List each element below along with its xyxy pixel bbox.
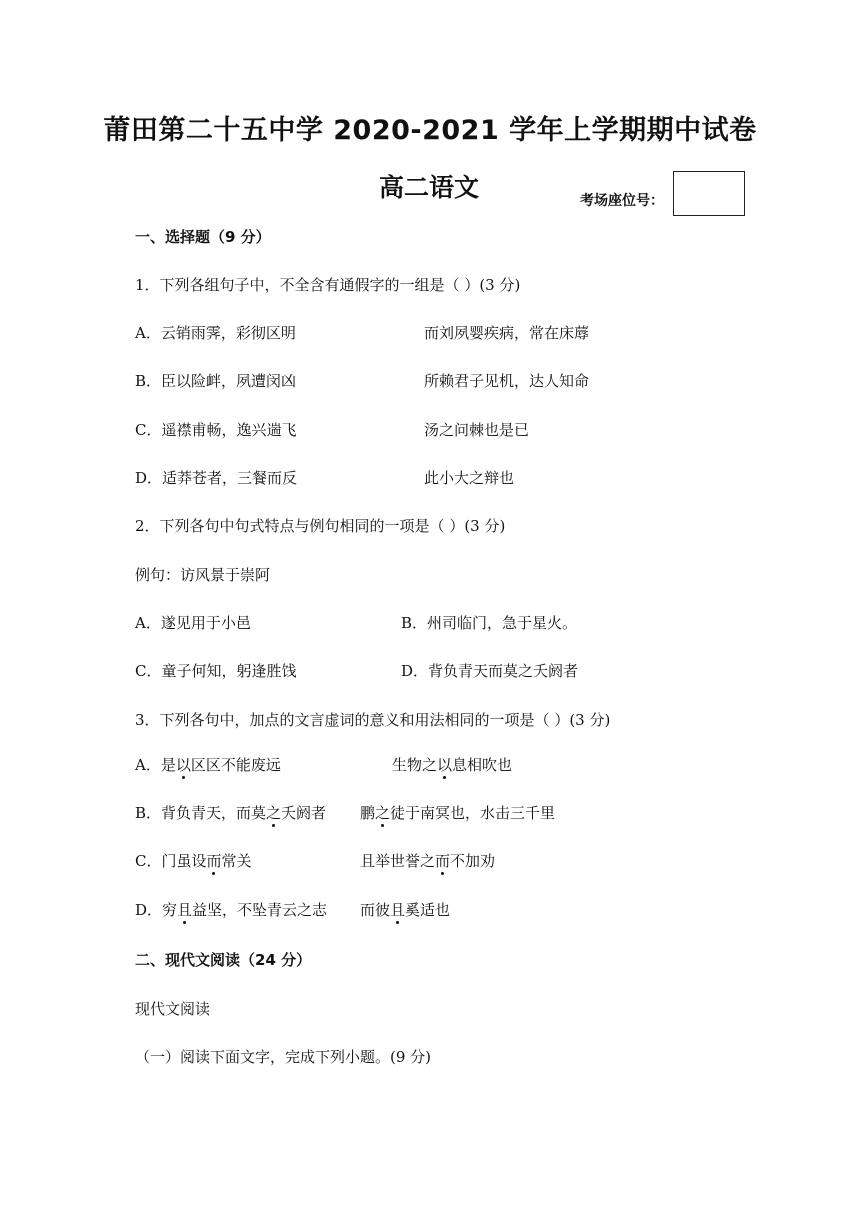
q2-option-b: B．州司临门，急于星火。	[401, 614, 578, 632]
q3-b-left-pre: B．背负青天，而莫	[135, 804, 267, 822]
q3-a-right-pre: 生物之	[392, 756, 438, 774]
q1-option-b-right: 所赖君子见机，达人知命	[424, 372, 590, 390]
q3-c-left-pre: C．门虽设	[135, 852, 207, 870]
q1-option-d-left: D．适莽苍者，三餐而反	[135, 469, 298, 487]
page-title: 莆田第二十五中学 2020-2021 学年上学期期中试卷	[103, 115, 757, 146]
q1-option-d-right: 此小大之辩也	[424, 469, 515, 487]
q3-b-right-post: 徒于南冥也，水击三千里	[390, 804, 556, 822]
q3-d-right-post: 奚适也	[405, 901, 451, 919]
q3-d-left-post: 益坚，不坠青云之志	[192, 901, 328, 919]
q3-c-right-pre: 且举世誉之	[360, 852, 436, 870]
q1-option-a-right: 而刘夙婴疾病，常在床蓐	[424, 324, 590, 342]
q3-option-b-left	[135, 802, 326, 823]
section-heading-choice: 一、选择题（9 分）	[135, 228, 271, 246]
q2-option-d: D．背负青天而莫之夭阏者	[401, 662, 579, 680]
q3-c-left-post: 常关	[221, 852, 252, 870]
q3-b-right-dotted: 之	[375, 804, 391, 822]
section-heading-reading: 二、现代文阅读（24 分）	[135, 951, 312, 969]
q3-a-left-pre: A．是	[135, 756, 176, 774]
question-1-stem: 1．下列各组句子中，不全含有通假字的一组是（ ）(3 分)	[135, 276, 521, 294]
q3-b-left-post: 夭阏者	[281, 804, 327, 822]
q2-option-a: A．遂见用于小邑	[135, 614, 251, 632]
q1-option-b-left: B．臣以险衅，夙遭闵凶	[135, 372, 297, 390]
q3-option-d-left	[135, 899, 327, 920]
question-2-stem: 2．下列各句中句式特点与例句相同的一项是（ ）(3 分)	[135, 517, 506, 535]
page-subtitle: 高二语文	[379, 173, 480, 202]
seat-number-box	[673, 171, 745, 216]
q3-option-a-left	[135, 754, 281, 775]
q3-c-left-dotted: 而	[206, 852, 222, 870]
seat-number-label: 考场座位号：	[580, 193, 664, 209]
reading-part-1-instruction: （一）阅读下面文字，完成下列小题。(9 分)	[135, 1048, 432, 1066]
q3-option-a-right	[392, 754, 512, 775]
q3-option-b-right	[360, 802, 555, 823]
q3-option-c-right	[360, 850, 495, 871]
q3-a-right-post: 息相吹也	[452, 756, 513, 774]
question-3-stem: 3．下列各句中，加点的文言虚词的意义和用法相同的一项是（ ）(3 分)	[135, 711, 611, 729]
q1-option-c-right: 汤之问棘也是已	[424, 421, 530, 439]
q2-option-c: C．童子何知，躬逢胜饯	[135, 662, 297, 680]
q3-c-right-post: 不加劝	[450, 852, 496, 870]
q3-option-c-left	[135, 850, 252, 871]
q3-b-right-pre: 鹏	[360, 804, 376, 822]
q3-d-right-pre: 而彼	[360, 901, 391, 919]
q1-option-c-left: C．遥襟甫畅，逸兴遄飞	[135, 421, 297, 439]
q3-option-d-right	[360, 899, 450, 920]
q3-b-left-dotted: 之	[266, 804, 282, 822]
q3-a-right-dotted: 以	[437, 756, 453, 774]
q3-a-left-dotted: 以	[175, 756, 191, 774]
q2-example: 例句：访风景于崇阿	[135, 566, 271, 584]
q3-d-left-pre: D．穷	[135, 901, 178, 919]
section2-subheading: 现代文阅读	[135, 1000, 211, 1018]
q1-option-a-left: A．云销雨霁，彩彻区明	[135, 324, 296, 342]
q3-d-left-dotted: 且	[177, 901, 193, 919]
q3-a-left-post: 区区不能废远	[190, 756, 281, 774]
q3-d-right-dotted: 且	[390, 901, 406, 919]
q3-c-right-dotted: 而	[435, 852, 451, 870]
